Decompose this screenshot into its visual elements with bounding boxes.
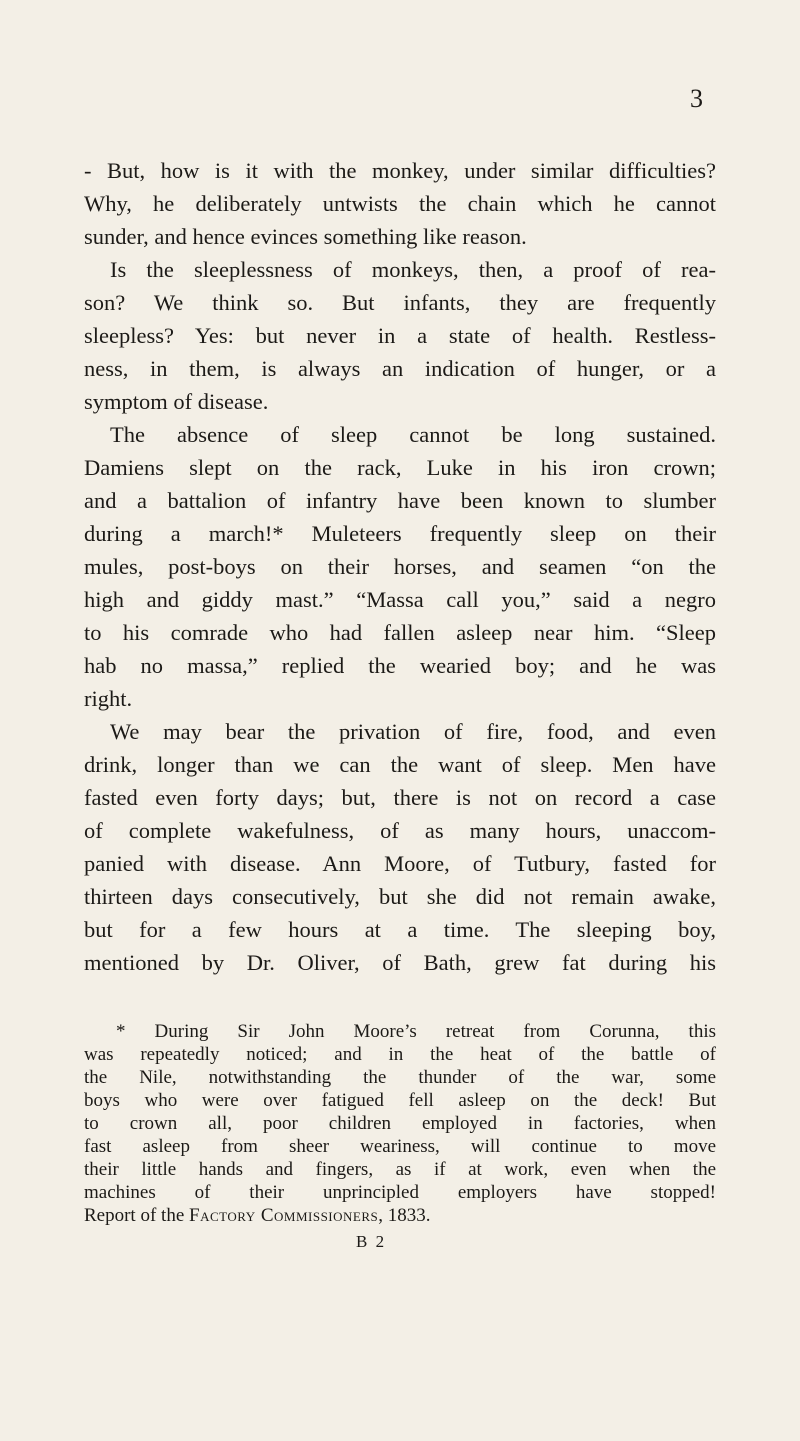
footnote-line: machines of their unprincipled employers have stopped! <box>84 1182 716 1203</box>
body-line: fasted even forty days; but, there is not on record a case <box>84 785 716 810</box>
body-line: panied with disease. Ann Moore, of Tutbury, fasted for <box>84 851 716 876</box>
body-line: symptom of disease. <box>84 389 269 414</box>
body-line: Is the sleeplessness of monkeys, then, a proof of rea- <box>110 257 716 282</box>
body-line: mules, post-boys on their horses, and seamen “on the <box>84 554 716 579</box>
body-line: but for a few hours at a time. The sleeping boy, <box>84 917 716 942</box>
footnote-source <box>84 1204 716 1227</box>
body-line: drink, longer than we can the want of sleep. Men have <box>84 752 716 777</box>
body-line: sunder, and hence evinces something like reason. <box>84 224 527 249</box>
signature-mark: B 2 <box>356 1232 387 1251</box>
footnote-source-name: Factory Commissioners <box>189 1205 379 1226</box>
body-line: right. <box>84 686 133 711</box>
body-line: hab no massa,” replied the wearied boy; and he was <box>84 653 716 678</box>
page-number: 3 <box>690 84 703 113</box>
body-line: son? We think so. But infants, they are frequently <box>84 290 716 315</box>
body-line: and a battalion of infantry have been known to slumber <box>84 488 716 513</box>
body-line: Why, he deliberately untwists the chain which he cannot <box>84 191 716 216</box>
body-line: - But, how is it with the monkey, under similar difficulties? <box>84 158 716 183</box>
body-line: thirteen days consecutively, but she did not remain awake, <box>84 884 716 909</box>
body-line: Damiens slept on the rack, Luke in his iron crown; <box>84 455 716 480</box>
body-line: to his comrade who had fallen asleep near him. “Sleep <box>84 620 716 645</box>
footnote-line: fast asleep from sheer weariness, will continue to move <box>84 1136 716 1157</box>
footnote-line: was repeatedly noticed; and in the heat of the battle of <box>84 1044 716 1065</box>
body-line: We may bear the privation of fire, food, and even <box>110 719 716 744</box>
body-line: high and giddy mast.” “Massa call you,” said a negro <box>84 587 716 612</box>
footnote-line: their little hands and fingers, as if at work, even when the <box>84 1159 716 1180</box>
body-line: ness, in them, is always an indication of hunger, or a <box>84 356 716 381</box>
body-line: of complete wakefulness, of as many hours, unaccom- <box>84 818 716 843</box>
footnote-source-prefix: Report of the <box>84 1205 190 1226</box>
body-line: during a march!* Muleteers frequently sleep on their <box>84 521 716 546</box>
body-line: mentioned by Dr. Oliver, of Bath, grew fat during his <box>84 950 716 975</box>
footnote-line: * During Sir John Moore’s retreat from Corunna, this <box>116 1021 716 1042</box>
footnote-line: boys who were over fatigued fell asleep on the deck! But <box>84 1090 716 1111</box>
body-line: sleepless? Yes: but never in a state of health. Restless- <box>84 323 716 348</box>
footnote-source-year: , 1833. <box>378 1205 431 1226</box>
footnote-line: the Nile, notwithstanding the thunder of the war, some <box>84 1067 716 1088</box>
body-line: The absence of sleep cannot be long sustained. <box>110 422 716 447</box>
footnote-line: to crown all, poor children employed in factories, when <box>84 1113 716 1134</box>
